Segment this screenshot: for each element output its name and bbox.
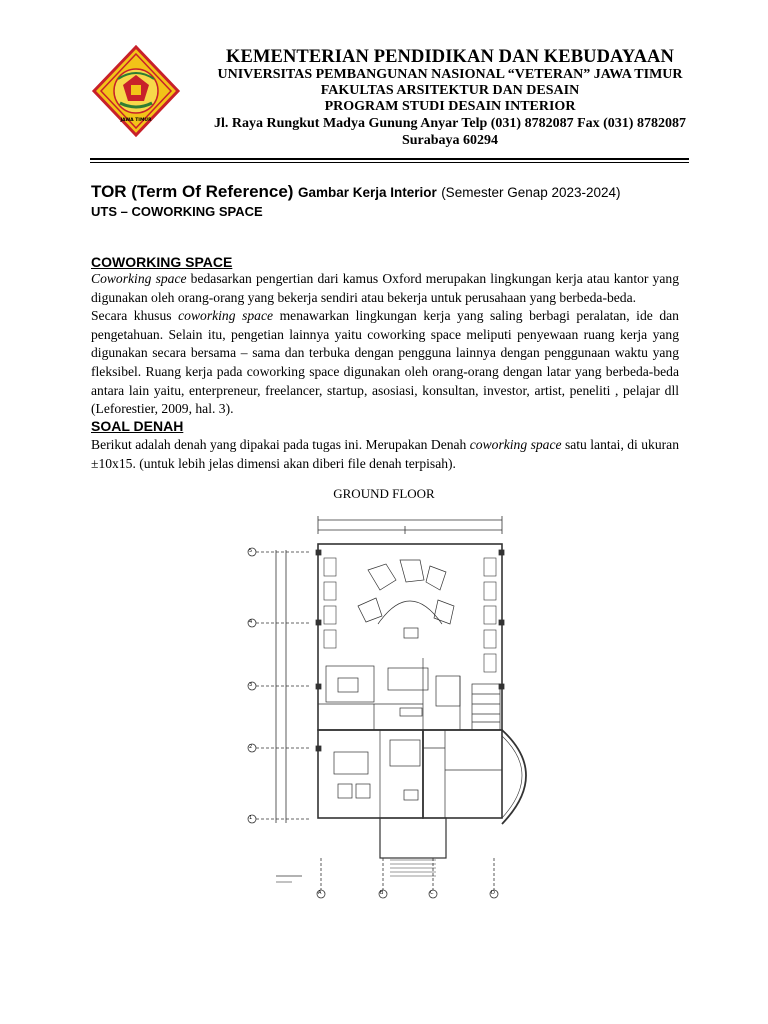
address-line: Jl. Raya Rungkut Madya Gunung Anyar Telp (031) 8782087 Fax (031) 8782087 xyxy=(214,116,686,131)
university-logo xyxy=(90,45,182,137)
title-semester: (Semester Genap 2023-2024) xyxy=(441,185,621,200)
grid-label-row-4: 4 xyxy=(249,619,253,625)
grid-label-row-2: 2 xyxy=(249,744,253,750)
grid-label-col-b: B xyxy=(380,890,384,896)
grid-label-row-1: 1 xyxy=(249,815,253,821)
paragraph-rest: menawarkan lingkungan kerja yang saling berbagi peralatan, ide dan pengetahuan. Selain itu, pengetian lainnya yaitu coworking space meliputi penyewaan ruang kerja yang digunakan secara bersama – sama dan terbuka dengan pengguna lainnya dengan penggunaan waktu yang fleksibel. Ruang kerja pada coworking space digunakan oleh orang-orang dengan latar yang berbeda-beda antara lain yaitu, enterpreneur, freelancer, startup, asosiasi, konsultan, investor, artist, peneliti , pelajar dll (Leforestier, 2009, hal. 3). xyxy=(91,308,679,417)
title-main: TOR (Term Of Reference) xyxy=(91,182,294,201)
program-name: PROGRAM STUDI DESAIN INTERIOR xyxy=(324,99,576,114)
letterhead-divider-thin xyxy=(90,162,689,163)
title-subject: Gambar Kerja Interior xyxy=(297,185,437,200)
section-heading-soal-denah: SOAL DENAH xyxy=(91,418,184,434)
document-subtitle: UTS – COWORKING SPACE xyxy=(91,204,263,219)
svg-text:JAWA TIMUR: JAWA TIMUR xyxy=(120,118,152,123)
soal-text-end: satu lantai, di ukuran xyxy=(561,437,679,452)
grid-label-col-a: A xyxy=(318,890,322,896)
soal-text-line2: ±10x15. (untuk lebih jelas dimensi akan diberi file denah terpisah). xyxy=(91,455,456,471)
section-heading-coworking: COWORKING SPACE xyxy=(91,254,233,270)
grid-label-col-d: D xyxy=(491,890,495,896)
definition-text: bedasarkan pengertian dari kamus Oxford merupakan lingkungan kerja atau kantor yang digunakan oleh orang-orang yang bekerja sendiri atau bekerja untuk perusahaan yang berbeda-beda. xyxy=(91,271,679,305)
grid-label-row-3: 3 xyxy=(249,682,253,688)
letterhead-divider xyxy=(90,158,689,160)
soal-denah-paragraph xyxy=(91,436,679,473)
floor-plan-label: GROUND FLOOR xyxy=(333,486,435,501)
soal-text: Berikut adalah denah yang dipakai pada tugas ini. Merupakan Denah xyxy=(91,437,470,452)
document-title xyxy=(91,182,711,202)
university-name: UNIVERSITAS PEMBANGUNAN NASIONAL “VETERAN” JAWA TIMUR xyxy=(217,67,683,82)
grid-label-col-c: C xyxy=(430,890,434,896)
paragraph-start: Secara khusus xyxy=(91,308,179,324)
faculty-name: FAKULTAS ARSITEKTUR DAN DESAIN xyxy=(320,83,580,98)
term-italic-2: coworking space xyxy=(178,308,274,324)
ground-floor-plan xyxy=(240,508,536,900)
coworking-definition-paragraph xyxy=(91,270,679,419)
row-grid-labels xyxy=(248,548,310,823)
grid-label-row-5: 5 xyxy=(249,548,253,554)
soal-term-italic: coworking space xyxy=(469,437,562,452)
city-postcode: Surabaya 60294 xyxy=(401,133,499,148)
ministry-name: KEMENTERIAN PENDIDIKAN DAN KEBUDAYAAN xyxy=(226,47,674,67)
term-italic: Coworking space xyxy=(91,271,187,286)
